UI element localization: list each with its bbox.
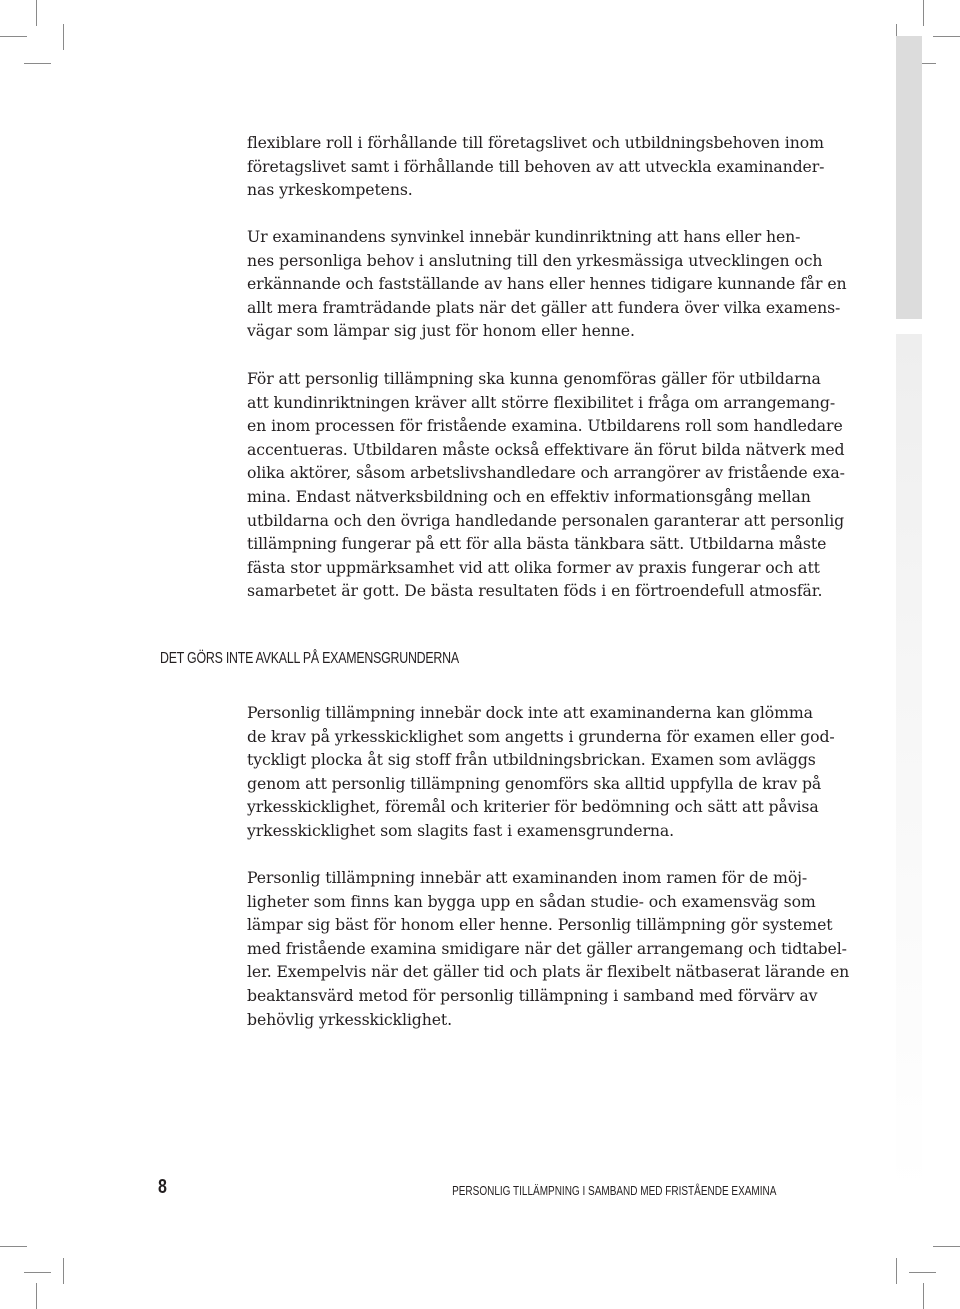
text-line: erkännande och fastställande av hans eller hennes tidigare kunnande får en <box>247 274 847 294</box>
section-heading: DET GÖRS INTE AVKALL PÅ EXAMENSGRUNDERNA <box>160 650 459 667</box>
crop-mark <box>36 1283 37 1309</box>
text-line: mina. Endast nätverksbildning och en effektiv informationsgång mellan <box>247 486 811 506</box>
crop-mark <box>896 1258 897 1284</box>
text-line: Ur examinandens synvinkel innebär kundinriktning att hans eller hen- <box>247 227 801 246</box>
text-line: yrkesskicklighet som slagits fast i examensgrunderna. <box>247 820 675 840</box>
text-line: beaktansvärd metod för personlig tillämpning i samband med förvärv av <box>247 985 818 1005</box>
text-line: att kundinriktningen kräver allt större flexibilitet i fråga om arrangemang- <box>247 392 836 412</box>
text-line: en inom processen för fristående examina. Utbildarens roll som handledare <box>247 416 843 436</box>
text-line: flexiblare roll i förhållande till företagslivet och utbildningsbehoven inom <box>247 133 824 152</box>
text-line: lämpar sig bäst för honom eller henne. Personlig tillämpning gör systemet <box>247 915 833 935</box>
crop-mark <box>909 1272 936 1273</box>
body-paragraph-4 <box>247 701 835 843</box>
text-line: behövlig yrkesskicklighet. <box>247 1009 453 1029</box>
side-tab-shadow <box>896 334 922 1194</box>
text-line: ligheter som finns kan bygga upp en sådan studie- och examensväg som <box>247 891 816 911</box>
crop-mark <box>0 1246 27 1247</box>
text-line: Personlig tillämpning innebär att examinanden inom ramen för de möj- <box>247 868 808 887</box>
text-line: tillämpning fungerar på ett för alla bästa tänkbara sätt. Utbildarna måste <box>247 534 827 554</box>
body-paragraph-3 <box>247 367 845 603</box>
text-line: med fristående examina smidigare när det gäller arrangemang och tidtabel- <box>247 938 847 958</box>
text-line: de krav på yrkesskicklighet som angetts i grunderna för examen eller god- <box>247 726 835 746</box>
text-line: ler. Exempelvis när det gäller tid och plats är flexibelt nätbaserat lärande en <box>247 962 850 982</box>
text-line: accentueras. Utbildaren måste också effektivare än förut bilda nätverk med <box>247 439 845 459</box>
text-line: företagslivet samt i förhållande till behoven av att utveckla examinander- <box>247 156 825 176</box>
text-line: yrkesskicklighet, föremål och kriterier för bedömning och sätt att påvisa <box>247 797 819 817</box>
crop-mark <box>24 1272 51 1273</box>
text-line: Personlig tillämpning innebär dock inte att examinanderna kan glömma <box>247 703 813 722</box>
text-line: allt mera framträdande plats när det gäller att fundera över vilka examens- <box>247 297 841 317</box>
text-line: vägar som lämpar sig just för honom eller henne. <box>247 321 635 341</box>
text-line: genom att personlig tillämpning genomförs ska alltid uppfylla de krav på <box>247 773 822 793</box>
crop-mark <box>24 63 51 64</box>
text-line: nas yrkeskompetens. <box>247 180 413 200</box>
crop-mark <box>36 0 37 26</box>
text-line: fästa stor uppmärksamhet vid att olika former av praxis fungerar och att <box>247 557 820 577</box>
body-paragraph-1 <box>247 131 825 202</box>
text-line: utbildarna och den övriga handledande personalen garanterar att personlig <box>247 510 845 530</box>
crop-mark <box>933 1246 960 1247</box>
text-line: samarbetet är gott. De bästa resultaten föds i en förtroendefull atmosfär. <box>247 581 823 601</box>
crop-mark <box>0 36 27 37</box>
text-line: olika aktörer, såsom arbetslivshandledare och arrangörer av fristående exa- <box>247 463 845 483</box>
crop-mark <box>923 1283 924 1309</box>
text-line: nes personliga behov i anslutning till den yrkesmässiga utvecklingen och <box>247 250 823 270</box>
text-line: tyckligt plocka åt sig stoff från utbildningsbrickan. Examen som avläggs <box>247 750 816 770</box>
crop-mark <box>63 24 64 50</box>
running-footer-title: PERSONLIG TILLÄMPNING I SAMBAND MED FRISTÅENDE EXAMINA <box>451 1184 776 1198</box>
crop-mark <box>923 0 924 26</box>
text-line: För att personlig tillämpning ska kunna genomföras gäller för utbildarna <box>247 369 821 388</box>
body-paragraph-2 <box>247 225 847 343</box>
side-tab-marker <box>896 36 922 319</box>
crop-mark <box>933 36 960 37</box>
crop-mark <box>63 1258 64 1284</box>
page-number: 8 <box>158 1176 167 1198</box>
body-paragraph-5 <box>247 866 850 1031</box>
